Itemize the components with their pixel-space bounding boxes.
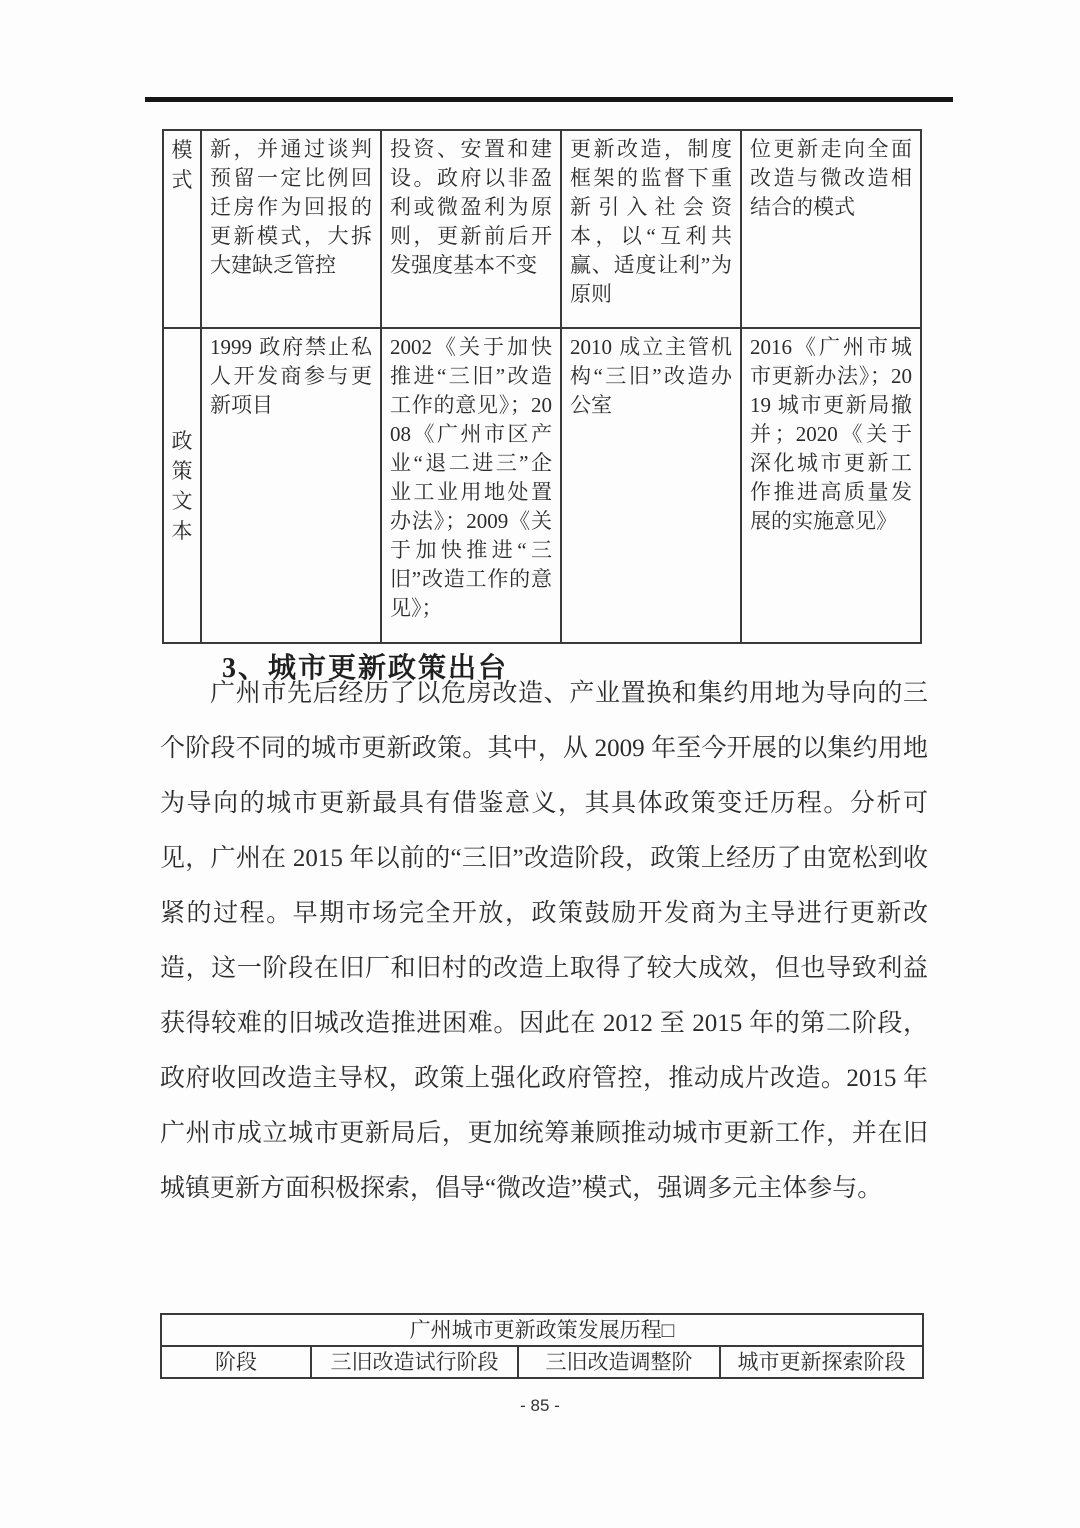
header-rule (145, 97, 953, 102)
section-heading: 3、城市更新政策出台 (222, 653, 509, 684)
mode-cell-stage3: 更新改造，制度框架的监督下重新引入社会资本，以“互利共赢、适度让利”为原则 (561, 130, 741, 328)
mode-cell-stage2: 投资、安置和建设。政府以非盈利或微盈利为原则，更新前后开发强度基本不变 (381, 130, 561, 328)
page-number: - 85 - (520, 1396, 560, 1415)
table-row-policy-text (163, 328, 921, 643)
history-col-adjust-stage: 三旧改造调整阶 (518, 1346, 720, 1378)
history-table-header-row (161, 1346, 923, 1378)
policy-text-cell-stage2: 2002《关于加快推进“三旧”改造工作的意见》；2008《广州市区产业“退二进三”企业工业用地处置办法》；2009《关于加快推进“三旧”改造工作的意见》； (381, 328, 561, 643)
mode-cell-stage4: 位更新走向全面改造与微改造相结合的模式 (741, 130, 921, 328)
body-paragraph: 广州市先后经历了以危房改造、产业置换和集约用地为导向的三个阶段不同的城市更新政策。其中，从 2009 年至今开展的以集约用地为导向的城市更新最具有借鉴意义，其具体政策变迁历程。分析可见，广州在 2015 年以前的“三旧”改造阶段，政策上经历了由宽松到收紧的过程。早期市场完全开放，政策鼓励开发商为主导进行更新改造，这一阶段在旧厂和旧村的改造上取得了较大成效，但也导致利益获得较难的旧城改造推进困难。因此在 2012 至 2015 年的第二阶段，政府收回改造主导权，政策上强化政府管控，推动成片改造。2015 年广州市成立城市更新局后，更加统筹兼顾推动城市更新工作，并在旧城镇更新方面积极探索，倡导“微改造”模式，强调多元主体参与。 (160, 680, 928, 1202)
history-col-stage-label: 阶段 (161, 1346, 311, 1378)
policy-text-cell-stage3: 2010 成立主管机构“三旧”改造办公室 (561, 328, 741, 643)
policy-text-cell-stage4: 2016《广州市城市更新办法》；2019 城市更新局撤并；2020《关于深化城市更新工作推进高质量发展的实施意见》 (741, 328, 921, 643)
history-table-title: 广州城市更新政策发展历程□ (161, 1314, 923, 1346)
policy-comparison-table (162, 129, 922, 644)
table-row-mode (163, 130, 921, 328)
mode-cell-stage1: 新，并通过谈判预留一定比例回迁房作为回报的更新模式，大拆大建缺乏管控 (201, 130, 381, 328)
history-table-title-row (161, 1314, 923, 1346)
policy-text-cell-stage1: 1999 政府禁止私人开发商参与更新项目 (201, 328, 381, 643)
history-table (160, 1313, 924, 1379)
row-header-mode: 模式 (163, 130, 201, 328)
row-header-policy-text: 政策文本 (163, 328, 201, 643)
history-col-explore-stage: 城市更新探索阶段 (720, 1346, 923, 1378)
history-col-pilot-stage: 三旧改造试行阶段 (311, 1346, 518, 1378)
